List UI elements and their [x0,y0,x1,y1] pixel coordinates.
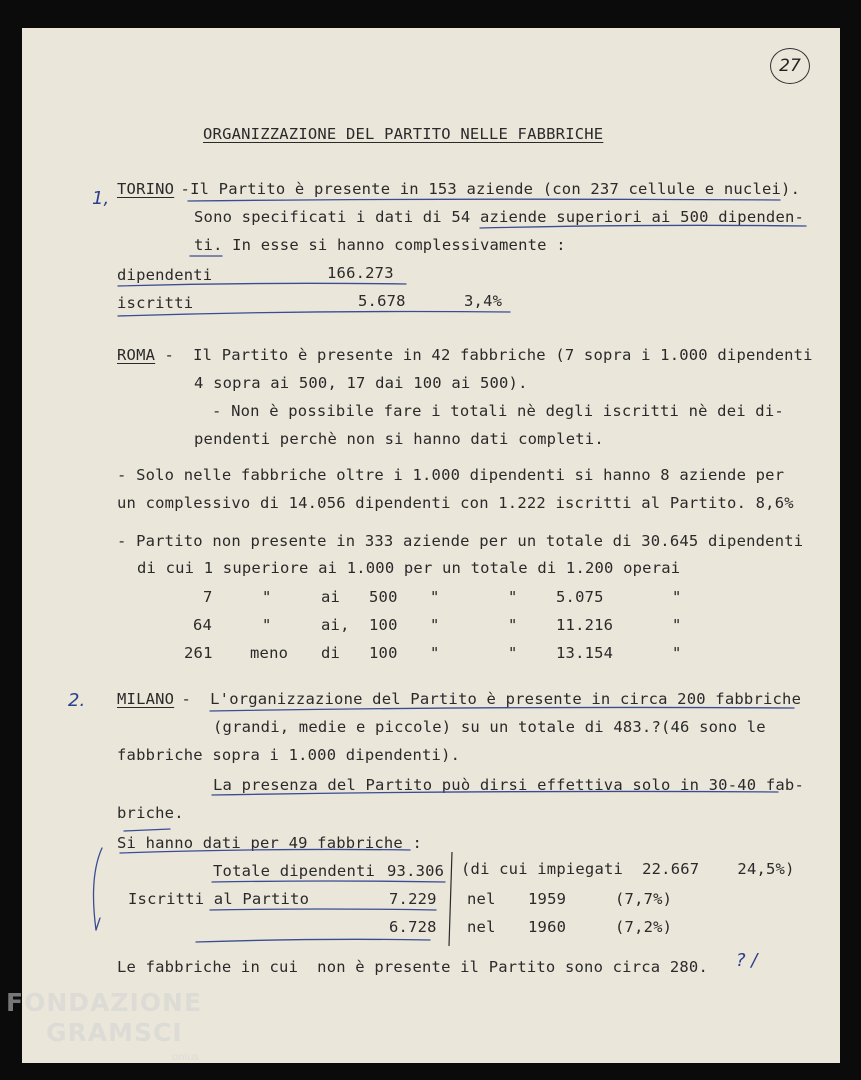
milano-iscritti-label: Iscritti al Partito [128,890,310,908]
roma-para3-line-2: di cui 1 superiore ai 1.000 per un totale di 1.200 operai [137,559,681,577]
row-ditto: " [430,644,440,662]
row-limit: 500 [369,588,398,606]
document-title: ORGANIZZAZIONE DEL PARTITO NELLE FABBRICHE [203,125,604,143]
milano-year-percent: (7,7%) [615,890,673,908]
row-ditto: " [672,644,682,662]
torino-line-2: Sono specificati i dati di 54 aziende superiori ai 500 dipenden- [194,208,805,226]
milano-nel-label: nel [467,918,496,936]
row-ditto: " [508,644,518,662]
roma-line-1: - Il Partito è presente in 42 fabbriche (7 sopra i 1.000 dipendenti [155,346,813,364]
roma-para2-line-1: - Solo nelle fabbriche oltre i 1.000 dipendenti si hanno 8 aziende per [117,466,785,484]
row-limit: 100 [369,616,398,634]
row-prep: di [321,644,341,662]
milano-totale-value: 93.306 [387,862,445,880]
margin-number-1: 1, [92,188,110,209]
watermark-logo [6,988,202,1048]
torino-iscritti-percent: 3,4% [464,292,503,310]
milano-line-5: briche. [117,804,184,822]
milano-closing-line: Le fabbriche in cui non è presente il Partito sono circa 280. [117,958,708,976]
row-ditto: " [430,616,440,634]
watermark-line-2: GRAMSCI [46,1018,183,1047]
row-count: 64 [193,616,213,634]
row-value: 13.154 [556,644,614,662]
row-ditto: " [508,616,518,634]
milano-impiegati: (di cui impiegati 22.667 24,5%) [461,860,795,878]
row-ditto: " [508,588,518,606]
roma-line-2: 4 sopra ai 500, 17 dai 100 ai 500). [194,374,528,392]
margin-number-2: 2. [68,690,86,711]
row-ditto: " [262,616,272,634]
row-prep: ai [321,588,341,606]
row-ditto: " [672,588,682,606]
torino-dipendenti-label: dipendenti [117,266,213,284]
milano-year: 1960 [528,918,567,936]
watermark-subtext: onlus [172,1052,199,1063]
milano-line-3: fabbriche sopra i 1.000 dipendenti). [117,746,461,764]
roma-line-3: - Non è possibile fare i totali nè degli iscritti nè dei di- [212,402,784,420]
torino-line-1: -Il Partito è presente in 153 aziende (con 237 cellule e nuclei). [171,180,801,198]
milano-line-2: (grandi, medie e piccole) su un totale di 483.?(46 sono le [213,718,766,736]
row-prep: ai, [321,616,350,634]
milano-year-percent: (7,2%) [615,918,673,936]
roma-para2-line-2: un complessivo di 14.056 dipendenti con 1.222 iscritti al Partito. 8,6% [117,494,794,512]
row-value: 11.216 [556,616,614,634]
row-count: 7 [203,588,213,606]
milano-line-6: Si hanno dati per 49 fabbriche : [117,834,423,852]
row-value: 5.075 [556,588,604,606]
row-ditto: " [430,588,440,606]
page-number: 27 [770,48,810,84]
milano-line-1: - L'organizzazione del Partito è presente in circa 200 fabbriche [172,690,802,708]
torino-iscritti-value: 5.678 [358,292,406,310]
torino-label: TORINO [117,180,175,198]
watermark-line-1: FONDAZIONE [6,988,203,1017]
roma-label: ROMA [117,346,156,364]
torino-line-3: ti. In esse si hanno complessivamente : [194,236,566,254]
milano-iscritti-value: 7.229 [389,890,437,908]
milano-year: 1959 [528,890,567,908]
milano-nel-label: nel [467,890,496,908]
handwritten-question-mark: ? / [736,950,758,971]
torino-iscritti-label: iscritti [117,294,194,312]
milano-totale-label: Totale dipendenti [213,862,376,880]
row-ditto: " [262,588,272,606]
roma-line-4: pendenti perchè non si hanno dati completi. [194,430,604,448]
row-count: 261 [184,644,213,662]
milano-third-value: 6.728 [389,918,437,936]
row-limit: 100 [369,644,398,662]
row-meno: meno [250,644,289,662]
torino-dipendenti-value: 166.273 [327,264,394,282]
milano-label: MILANO [117,690,175,708]
milano-line-4: La presenza del Partito può dirsi effettiva solo in 30-40 fab- [213,776,804,794]
roma-para3-line-1: - Partito non presente in 333 aziende per un totale di 30.645 dipendenti [117,532,804,550]
row-ditto: " [672,616,682,634]
